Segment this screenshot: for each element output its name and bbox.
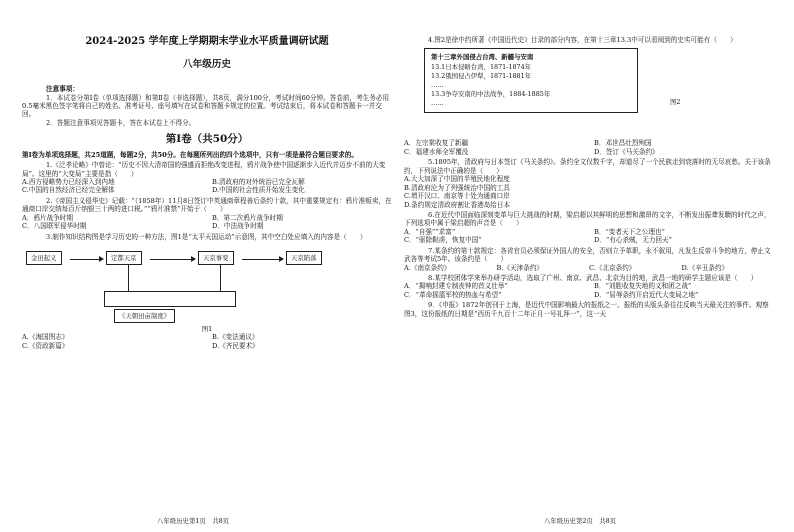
question-2 — [22, 197, 392, 231]
toc-title: 第十三章外国侵占台湾、新疆与安南 — [431, 53, 534, 62]
option-a: A.《南京条约》 — [404, 263, 451, 272]
option-d: D.《齐民要术》 — [212, 341, 259, 350]
question-3 — [22, 233, 392, 351]
question-1 — [22, 161, 392, 195]
option-b: B.清政府沦为了列强统治中国的工具 — [404, 183, 510, 192]
question-9 — [404, 301, 774, 318]
section-title: 第Ⅰ卷（共50分） — [165, 133, 249, 146]
page-footer: 八年级历史第2页 共8页 — [544, 516, 617, 525]
question-stem: 3.制作知识结构图是学习历史的一种方法，图1是“太平天国运动”示意图，其中空白处应填入的内容是（ ） — [46, 232, 367, 241]
question-stem: 7.某条约的第十款规定：各省官员必须保证外国人的安全，否则立予革职，永不叙用，凡发生反帝斗争的地方，停止文武各等考试5年。该条约是（ ） — [404, 246, 771, 264]
option-c: C．“驱除鞑虏，恢复中国” — [404, 236, 482, 245]
option-d: D.《辛丑条约》 — [681, 263, 729, 272]
toc-item: …… — [431, 80, 444, 89]
figure-2 — [404, 48, 774, 136]
toc-item: 13.1日本侵略台湾，1871-1874年 — [431, 62, 532, 71]
page-footer: 八年级历史第1页 共8页 — [157, 516, 230, 525]
left-page — [22, 0, 392, 532]
option-c: C.《资政新篇》 — [22, 341, 69, 350]
option-c: C.《北京条约》 — [589, 263, 636, 272]
exam-title: 2024-2025 学年度上学期期末学业水平质量调研试题 — [85, 36, 329, 47]
option-b: B.清政府的对外统治已完全瓦解 — [212, 178, 305, 186]
option-c: C．福建水师全军覆没 — [404, 147, 469, 156]
exam-subtitle: 八年级历史 — [183, 58, 231, 70]
question-stem: 1.《泛孝论略》中曾论：“历史不因大清帝国的强盛而拒绝改变进程，鸦片战争使中国逐渐步入近代并迈步不前的大变局”。这里的“大变局”主要是指（ ） — [22, 161, 386, 178]
flow-step: 金田起义 — [26, 251, 62, 265]
flow-step: 天京事变 — [198, 251, 234, 265]
option-d: D．签订《马关条约》 — [594, 147, 659, 156]
question-4-options — [404, 139, 774, 156]
right-page — [404, 0, 774, 532]
option-b: B．邓世昌壮烈殉国 — [594, 139, 652, 148]
section-description: 第Ⅰ卷为单项选择题，共25道题，每题2分，共50分。在每题所列出的四个选项中，只有一项是最符合题目要求的。 — [22, 150, 358, 159]
figure-label: 图2 — [670, 98, 681, 107]
notice-item: 2．答题注意事项见答题卡，答在本试卷上不得分。 — [46, 118, 196, 127]
option-b: B．“刘胜收复失地的义和团之战” — [594, 282, 692, 291]
option-b: B．第二次鸦片战争时期 — [212, 213, 283, 222]
option-a: A．“自强”“求富” — [404, 227, 456, 236]
toc-item: 13.3争夺安南的中法战争，1884-1885年 — [431, 89, 551, 98]
toc-item: …… — [431, 98, 444, 107]
option-b: B.《变法通议》 — [212, 333, 259, 342]
toc-box — [424, 48, 638, 113]
question-stem: 4.图2是徐中约所著《中国近代史》目录的部分内容，在第十三章13.3中可以看阅到的史实可能有（ ） — [428, 36, 737, 44]
option-c: C．八国联军侵华时期 — [22, 222, 87, 231]
option-d: D．中法战争时期 — [212, 222, 264, 231]
question-7 — [404, 247, 774, 272]
question-stem: 9．《申报》1872年创刊于上海，是近代中国影响最大的报纸之一。报纸的头版头条往往反映当天最关注的事件。观察图3，这份报纸的日期是“西历千九百十二年正月一号礼拜一”，这一天 — [404, 301, 769, 318]
option-a: A.《海国图志》 — [22, 333, 69, 342]
option-a: A．“揭响封建专制丧钟的首义壮举” — [404, 282, 508, 291]
option-d: D.中国的社会性质开始发生变化 — [212, 186, 305, 195]
flow-step: 天京陷落 — [286, 251, 322, 265]
question-stem: 8.某学校团体学来举办研学活动，选取了广州、南京、武昌、北京为目的地，武昌一地的研学主题应该是（ ） — [428, 274, 758, 282]
question-stem: 2.《帝国主义侵华史》记载：“（1858年）11月8日签订中英通商章程善后条约十款，其中重要规定有：鸦片准贩卖，在通商口岸交纳每百斤纳银三十两的进口税。”“鸦片准禁”开始于（ ） — [22, 196, 392, 214]
option-d: D．“屈辱条约开启近代大变局之地” — [594, 290, 699, 299]
option-a: A.西方侵略势力已经深入到内地 — [22, 178, 115, 186]
option-d: D．“有心杀贼，无力回天” — [594, 236, 672, 245]
option-b: B．“变者天下之公理也” — [594, 227, 665, 236]
notice-title: 注意事项： — [46, 85, 79, 94]
option-a: A.大大加深了中国的半殖民地化程度 — [404, 175, 510, 184]
flow-note: 《天朝田亩制度》 — [114, 309, 175, 323]
option-a: A．左宗棠收复了新疆 — [404, 139, 469, 148]
question-5 — [404, 158, 774, 209]
question-8 — [404, 274, 774, 299]
option-c: C.中国的自然经济已经完全解体 — [22, 186, 115, 195]
question-stem: 5.1895年，清政府与日本签订《马关条约》。条约全文仅数千字，却道尽了一个民族走到衰落时的无尽哀愁。关于该条约，下列说法中正确的是（ ） — [404, 158, 771, 175]
toc-item: 13.2俄国侵占伊犁，1871-1881年 — [431, 71, 532, 80]
figure-label: 图1 — [201, 325, 213, 334]
figure-1-flowchart — [22, 245, 392, 323]
option-d: D.条约规定清政府割让香港岛给日本 — [404, 200, 511, 209]
option-c: C．“革命摇篮军校的热血与希望” — [404, 290, 502, 299]
blank-box — [104, 291, 236, 307]
option-c: C.增开汉口、南京等十处为通商口岸 — [404, 192, 510, 201]
flow-step: 定都天京 — [106, 251, 142, 265]
option-b: B.《天津条约》 — [496, 263, 544, 272]
option-a: A．鸦片战争时期 — [22, 213, 73, 222]
notice-item: 1．本试卷分第Ⅰ卷（单项选择题）和第Ⅱ卷（非选择题），共8页，满分100分，考试时间60分钟。答卷前，考生务必用0.5毫米黑色签字笔将自己的姓名、准考证号、座号填写在试卷和答题卡规定的位置。考试结束后，将本试卷和答题卡一并交回。 — [22, 93, 390, 119]
question-stem: 6.在近代中国面临深刻变革与巨大挑战的时期，梁启超以其鲜明的思想和激昂的文字，不断发出振聋发聩的时代之声，下列选项中属于梁启超的声音是（ ） — [404, 210, 771, 228]
question-6 — [404, 211, 774, 245]
